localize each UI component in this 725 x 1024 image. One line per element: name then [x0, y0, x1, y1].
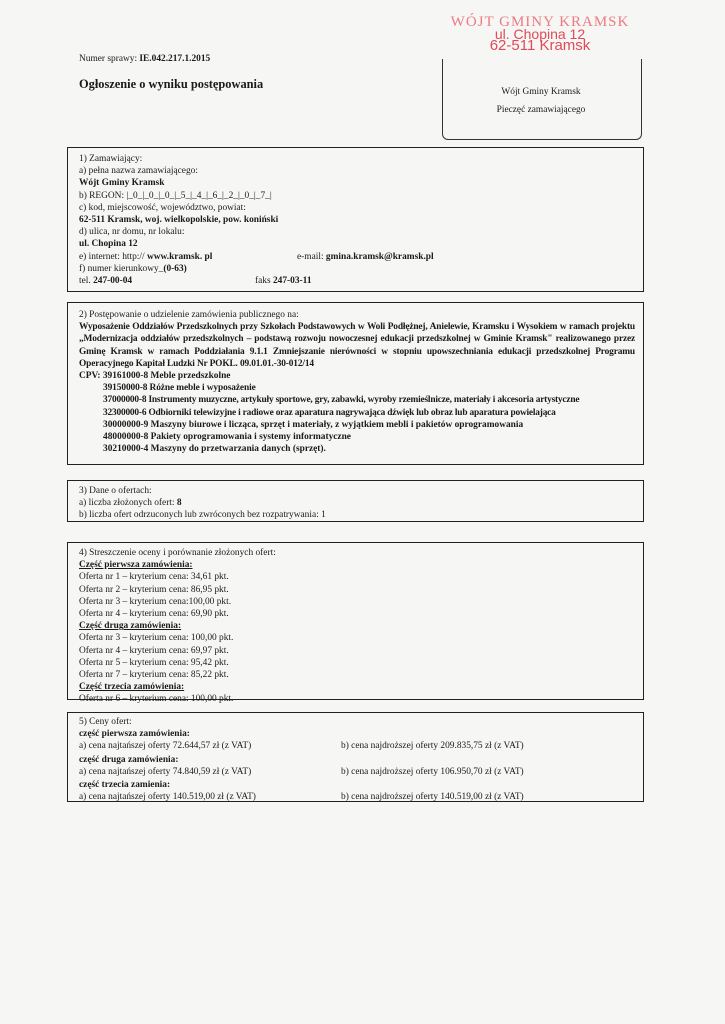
regon-line	[79, 190, 639, 202]
internet-line	[79, 251, 639, 263]
lowest-price: a) cena najtańszej oferty 74.840,59 zł (z VAT)	[79, 766, 252, 777]
stamp-signer: Wójt Gminy Kramsk	[501, 87, 581, 97]
email-label: e-mail:	[297, 251, 326, 262]
cpv-item: 32300000-6 Odbiorniki telewizyjne i radiowe oraz aparatura nagrywająca dźwięk lub obraz lub aparatura powielająca	[103, 407, 556, 418]
fax-label: faks	[255, 276, 273, 287]
cpv-item: 48000000-8 Pakiety oprogramowania i systemy informatyczne	[103, 432, 351, 443]
dial-code-line	[79, 263, 639, 275]
case-number-label: Numer sprawy:	[79, 54, 140, 64]
lowest-price: a) cena najtańszej oferty 140.519,00 zł (z VAT)	[79, 792, 256, 803]
offer-score-row: Oferta nr 3 – kryterium cena:100,00 pkt.	[79, 596, 232, 607]
section2-heading: 2) Postępowanie o udzielenie zamówienia publicznego na:	[79, 310, 299, 320]
offer-score-row: Oferta nr 4 – kryterium cena: 69,97 pkt.	[79, 645, 229, 656]
email-link[interactable]: gmina.kramsk@kramsk.pl	[325, 251, 434, 262]
highest-price: b) cena najdroższej oferty 106.950,70 zł (z VAT)	[341, 766, 524, 777]
address-label: c) kod, miejscowość, województwo, powiat:	[79, 202, 246, 213]
street-value: ul. Chopina 12	[79, 239, 138, 250]
tel-value: 247-00-04	[93, 276, 133, 287]
stamp-box	[442, 59, 642, 140]
offer-score-row: Oferta nr 7 – kryterium cena: 85,22 pkt.	[79, 670, 229, 681]
dial-code-value: (0-63)	[163, 263, 187, 274]
section3-content	[79, 485, 635, 522]
cpv-item: 37000000-8 Instrumenty muzyczne, artykuły sportowe, gry, zabawki, wyroby rzemieślnicze, materiały i akcesoria artystyczne	[103, 395, 580, 406]
price-part-title: część druga zamówienia:	[79, 754, 179, 765]
tel-label: tel.	[79, 276, 94, 287]
case-number-line	[79, 53, 210, 65]
offers-count: 8	[176, 498, 182, 509]
highest-price: b) cena najdroższej oferty 140.519,00 zł (z VAT)	[341, 792, 524, 803]
cpv-item: 30000000-9 Maszyny biurowe i licząca, sprzęt i materiały, z wyjątkiem mebli i pakietów oprogramowania	[103, 419, 524, 430]
highest-price: b) cena najdroższej oferty 209.835,75 zł (z VAT)	[341, 741, 524, 752]
part-title: Część pierwsza zamówienia:	[79, 560, 193, 571]
stamp-line-3: 62-511 Kramsk	[489, 37, 591, 55]
internet-link[interactable]: www.kramsk. pl	[146, 251, 213, 262]
procurement-subject: Wyposażenie Oddziałów Przedszkolnych przy Szkołach Podstawowych w Woli Podłężnej, Anielewie, Kramsku i Wysokiem w ramach projektu „Modernizacja oddziałów przedszkolnych – podstawą rozwoju nowoczesnej edukacji przedszkolnej w Gminie Kramsk" realizowanego przez Gminę Kramsk w ramach Poddziałania 9.1.1 Zmniejszanie nierówności w stopniu upowszechniania edukacji przedszkolnej Programu Operacyjnego Kapitał Ludzki Nr POKL. 09.01.01.-30-012/14	[79, 322, 635, 369]
price-row	[79, 791, 635, 803]
regon-value: |_0_|_0_|_0_|_5_|_4_|_6_|_2_|_0_|_7_|	[126, 190, 272, 201]
section1-content	[79, 153, 639, 287]
offer-score-row: Oferta nr 5 – kryterium cena: 95,42 pkt.	[79, 657, 229, 668]
stamp-caption: Pieczęć zamawiającego	[496, 105, 586, 115]
fax-value: 247-03-11	[272, 276, 312, 287]
stamp	[440, 16, 640, 53]
cpv-item: 39150000-8 Różne meble i wyposażenie	[103, 383, 256, 394]
offer-score-row: Oferta nr 6 – kryterium cena: 100,00 pkt.	[79, 694, 234, 705]
stamp-line-2: ul. Chopina 12	[494, 26, 586, 43]
section2-content	[79, 309, 635, 455]
authority-name: Wójt Gminy Kramsk	[79, 178, 165, 189]
section5-content	[79, 716, 635, 803]
page-title: Ogłoszenie o wyniku postępowania	[79, 77, 264, 91]
price-row	[79, 740, 635, 752]
dial-code-label: f) numer kierunkowy_	[79, 263, 164, 274]
price-part-title: część pierwsza zamówienia:	[79, 729, 190, 740]
authority-name-label: a) pełna nazwa zamawiającego:	[79, 166, 198, 177]
phone-line	[79, 275, 639, 287]
section1-heading: 1) Zamawiający:	[79, 154, 143, 164]
offer-score-row: Oferta nr 4 – kryterium cena: 69,90 pkt.	[79, 609, 229, 620]
regon-label: b) REGON:	[79, 190, 127, 201]
offer-score-row: Oferta nr 2 – kryterium cena: 86,95 pkt.	[79, 584, 229, 595]
offers-count-line	[79, 497, 635, 509]
price-row	[79, 766, 635, 778]
offers-count-label: a) liczba złożonych ofert:	[79, 498, 177, 509]
lowest-price: a) cena najtańszej oferty 72.644,57 zł (z VAT)	[79, 741, 252, 752]
cpv-main: CPV: 39161000-8 Meble przedszkolne	[79, 371, 231, 382]
street-label: d) ulica, nr domu, nr lokalu:	[79, 227, 185, 238]
section4-heading: 4) Streszczenie oceny i porównanie złożonych ofert:	[79, 548, 276, 558]
section5-heading: 5) Ceny ofert:	[79, 717, 132, 727]
offer-score-row: Oferta nr 3 – kryterium cena: 100,00 pkt.	[79, 633, 234, 644]
section4-content	[79, 547, 635, 706]
stamp-line-1: WÓJT GMINY KRAMSK	[450, 14, 630, 30]
part-title: Część trzecia zamówienia:	[79, 682, 185, 693]
cpv-item: 30210000-4 Maszyny do przetwarzania danych (sprzęt).	[103, 444, 326, 455]
address-value: 62-511 Kramsk, woj. wielkopolskie, pow. koniński	[79, 215, 279, 226]
case-number: IE.042.217.1.2015	[139, 54, 211, 64]
part-title: Część druga zamówienia:	[79, 621, 182, 632]
rejected-count: 1	[321, 510, 326, 521]
rejected-count-label: b) liczba ofert odrzuconych lub zwróconych bez rozpatrywania:	[79, 510, 322, 521]
rejected-count-line	[79, 509, 635, 521]
internet-label: e) internet: http://	[79, 251, 147, 262]
price-part-title: część trzecia zamienia:	[79, 780, 171, 791]
section3-heading: 3) Dane o ofertach:	[79, 486, 152, 496]
offer-score-row: Oferta nr 1 – kryterium cena: 34,61 pkt.	[79, 572, 229, 583]
